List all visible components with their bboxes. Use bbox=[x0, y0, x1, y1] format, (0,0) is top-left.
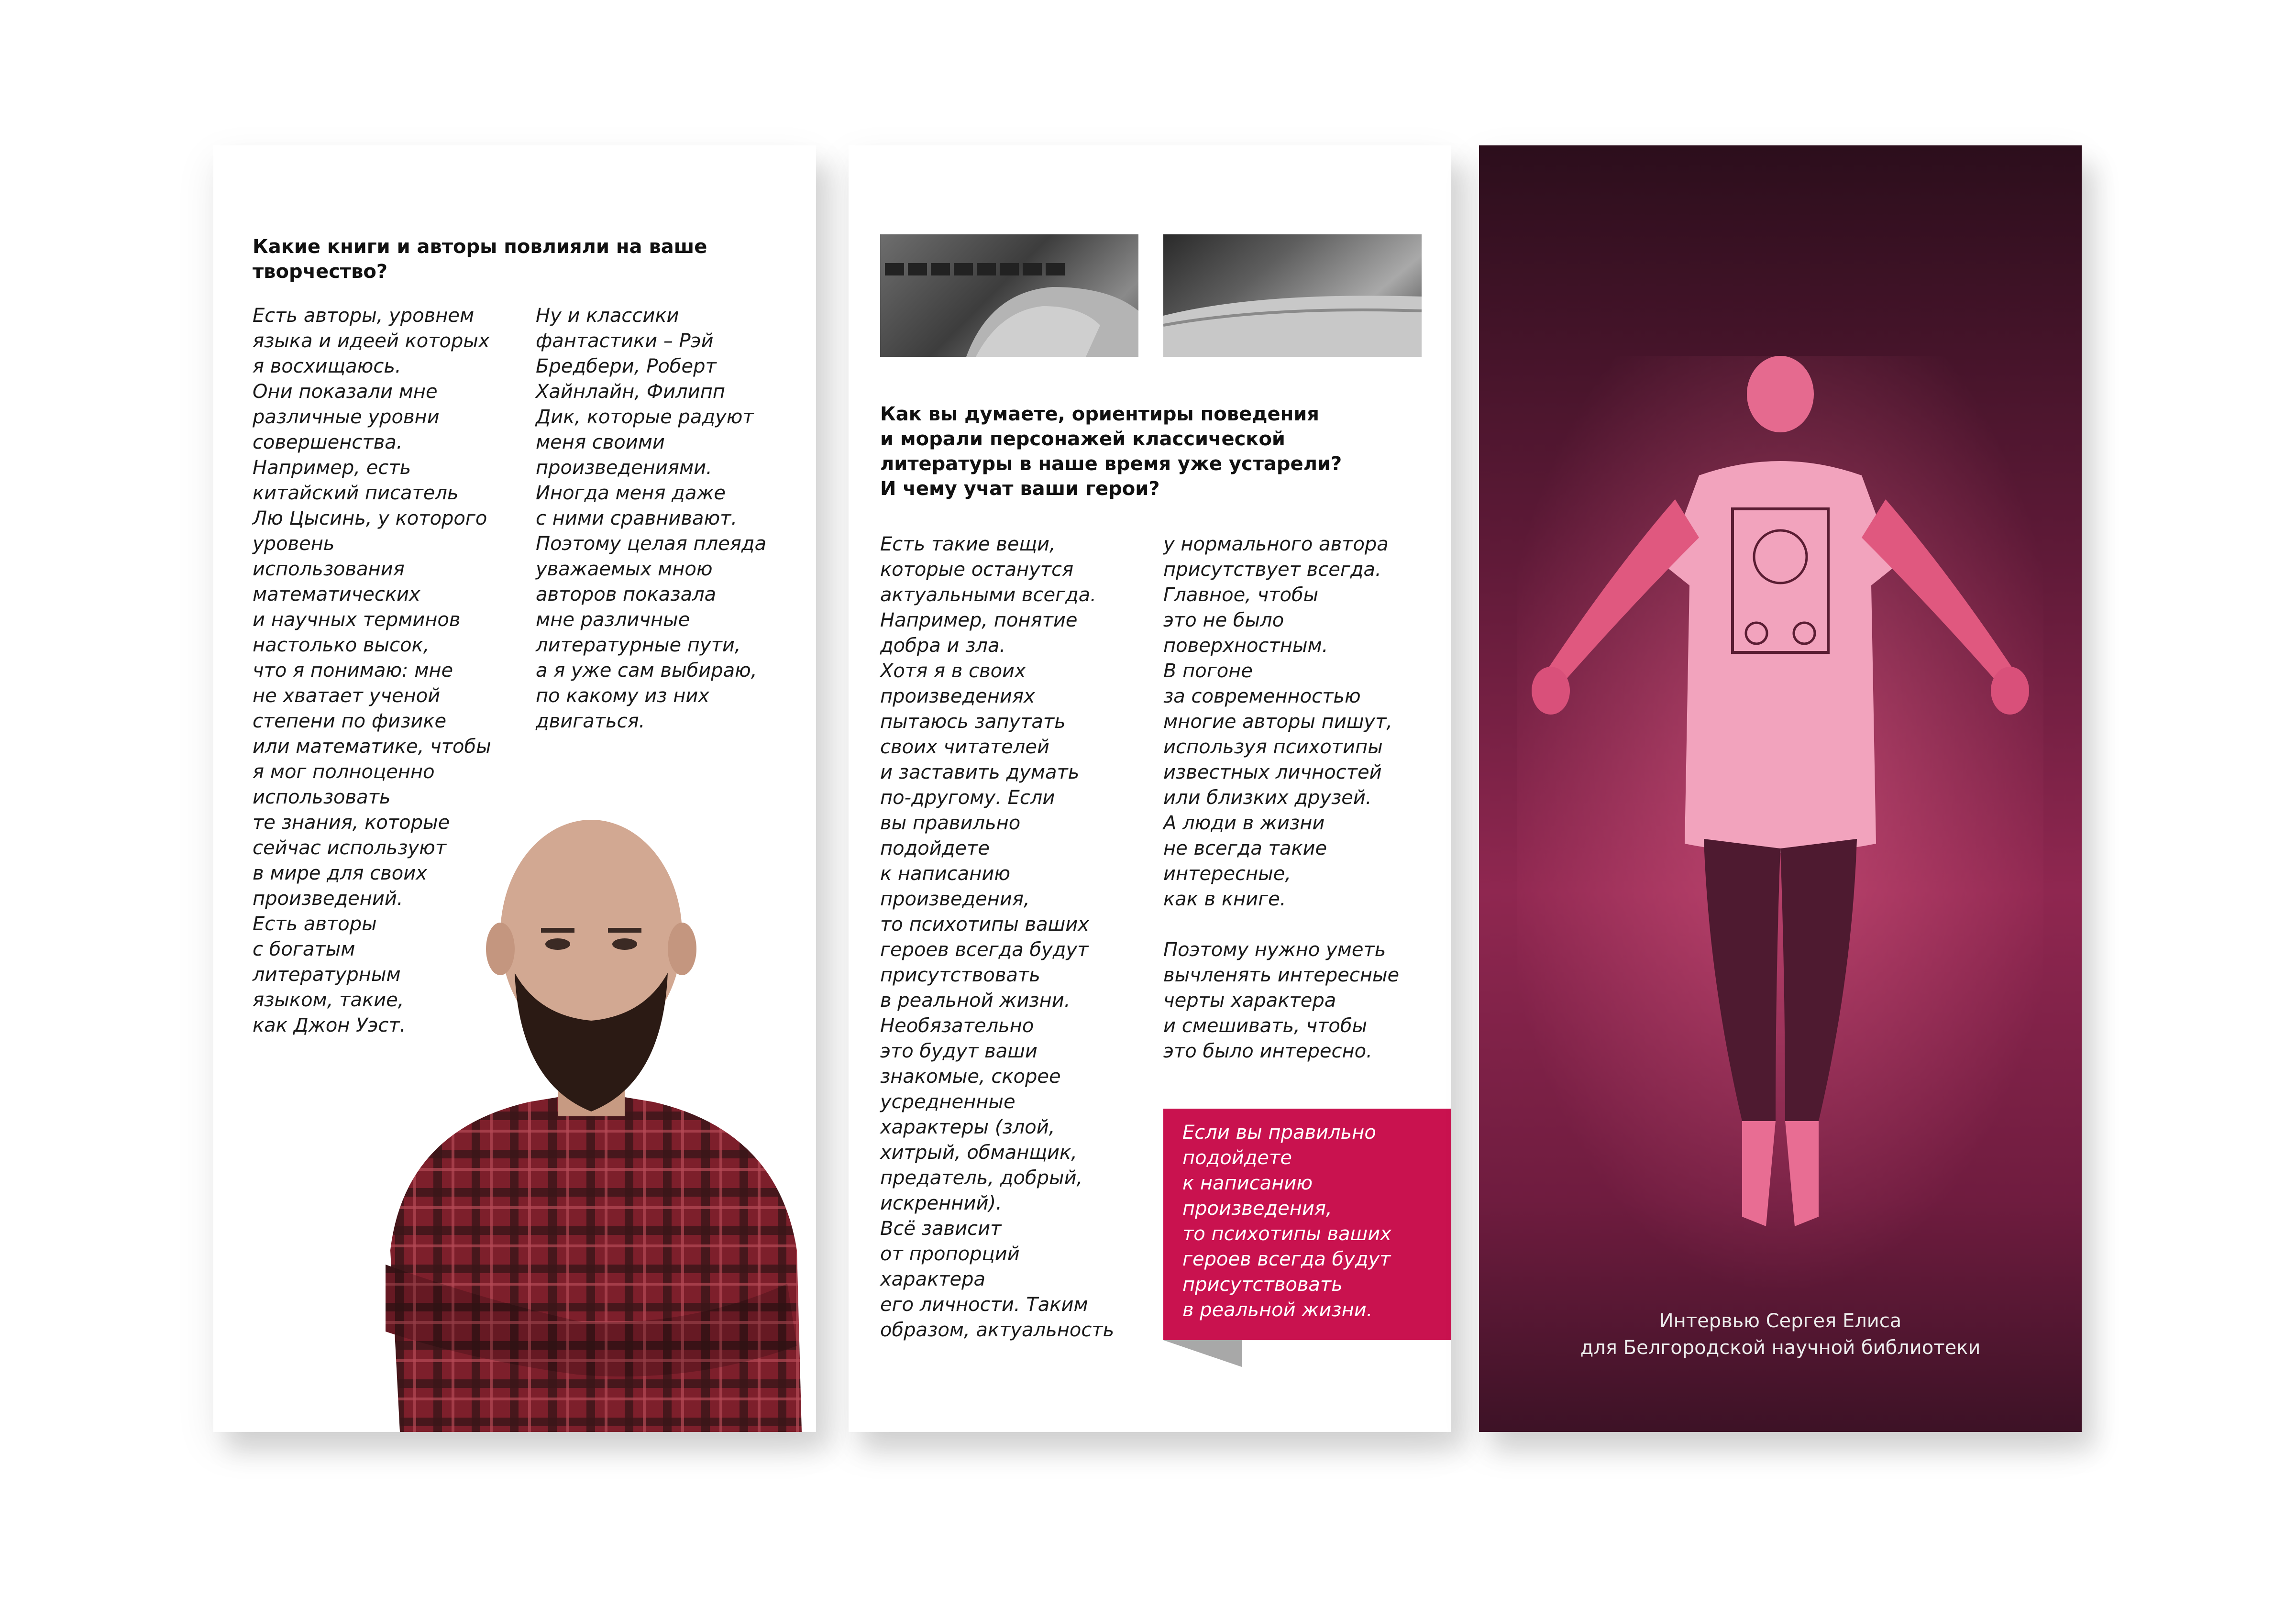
pull-quote-tail bbox=[1163, 1340, 1242, 1367]
cover-photo-levitating-man bbox=[1517, 356, 2043, 1293]
answer-column-left: Есть авторы, уровнем языка и идеей которых я восхищаюсь. Они показали мне различные уровни совершенства. Например, есть китайский писатель Лю Цысинь, у которого уровень использования математических и научных терминов настолько высок, что я понимаю: мне не хватает ученой степени по физике или математике, чтобы я мог полноценно использовать те знания, которые сейчас используют в мире для своих произведений. Есть авторы с богатым литературным языком, такие, как Джон Уэст. bbox=[253, 305, 491, 1036]
page-cover bbox=[1479, 145, 2082, 1432]
photo-wrist-closeup bbox=[1163, 234, 1422, 357]
pull-quote-text: Если вы правильно подойдете к написанию произведения, то психотипы ваших героев всегда будут присутствовать в реальной жизни. bbox=[1182, 1122, 1391, 1321]
caption-line-2: для Белгородской научной библиотеки bbox=[1580, 1337, 1981, 1359]
answer-column-left: Есть такие вещи, которые останутся актуальными всегда. Например, понятие добра и зла. Хотя я в своих произведениях пытаюсь запутать своих читателей и заставить думать по-другому. Если вы правильно подойдете к написанию произведения, то психотипы ваших героев всегда будут присутствовать в реальной жизни. Необязательно это будут ваши знакомые, скорее усредненные характеры (злой, хитрый, обманщик, предатель, добрый, искренний). Всё зависит от пропорций характера его личности. Таким образом, актуальность bbox=[880, 533, 1115, 1341]
page-left bbox=[213, 145, 816, 1432]
photo-hands-typing bbox=[880, 234, 1138, 357]
cover-caption bbox=[1479, 1308, 2082, 1361]
question-heading-morals: Как вы думаете, ориентиры поведения и морали персонажей классической литературы в наше время уже устарели? И чему учат ваши герои? bbox=[880, 403, 1342, 500]
question-heading-books: Какие книги и авторы повлияли на ваше творчество? bbox=[253, 236, 707, 283]
caption-line-1: Интервью Сергея Елиса bbox=[1659, 1310, 1902, 1332]
author-portrait-photo bbox=[357, 767, 816, 1432]
page-middle bbox=[849, 145, 1451, 1432]
answer-column-right: Ну и классики фантастики – Рэй Бредбери, Роберт Хайнлайн, Филипп Дик, которые радуют меня своими произведениями. Иногда меня даже с ними сравнивают. Поэтому целая плеяда уважаемых мною авторов показала мне различные литературные пути, а я уже сам выбираю, по какому из них двигаться. bbox=[536, 305, 767, 732]
answer-column-right: у нормального автора присутствует всегда. Главное, чтобы это не было поверхностным. В погоне за современностью многие авторы пишут, используя психотипы известных личностей или близких друзей. А люди в жизни не всегда такие интересные, как в книге. Поэтому нужно уметь вычленять интересные черты характера и смешивать, чтобы это было интересно. bbox=[1163, 533, 1400, 1062]
pull-quote-box bbox=[1163, 1109, 1451, 1340]
